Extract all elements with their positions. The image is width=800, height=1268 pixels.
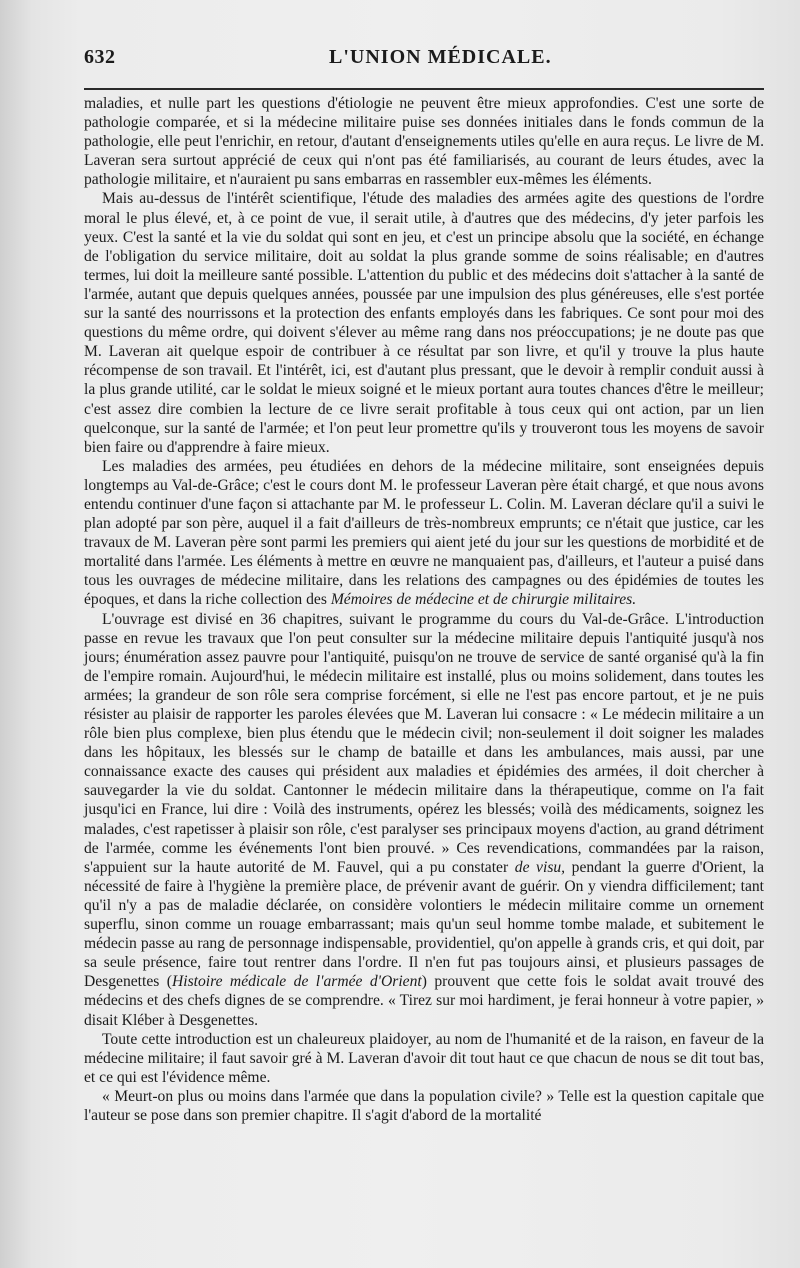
paragraph-3-text: Les maladies des armées, peu étudiées en dehors de la médecine militaire, sont enseignées depuis longtemps au Val-de-Grâce; c'est le cours dont M. le professeur Laveran père était chargé, et que nous avons entendu continuer d'une façon si attachante par M. le professeur L. Colin. M. Laveran déclare qu'il a suivi le plan adopté par son père, auquel il a fait d'ailleurs de très-nombreux emprunts; ce n'était que justice, car les travaux de M. Laveran père sont parmi les premiers qui aient jeté du jour sur les questions de morbidité et de mortalité dans l'armée. Les éléments à mettre en œuvre ne manquaient pas, d'ailleurs, et l'auteur a puisé dans tous les ouvrages de médecine militaire, dans les relations des campagnes ou des épidémies de toutes les époques, et dans la riche collection des (84, 457, 764, 609)
page-header (84, 46, 764, 78)
running-head: L'UNION MÉDICALE. (329, 46, 552, 68)
paragraph-5-text: Toute cette introduction est un chaleureux plaidoyer, au nom de l'humanité et de la raison, en faveur de la médecine militaire; il faut savoir gré à M. Laveran d'avoir dit tout haut ce que chacun de nous se dit tout bas, et ce qui est l'évidence même. (84, 1030, 764, 1086)
paragraph-6-text: « Meurt-on plus ou moins dans l'armée que dans la population civile? » Telle est la question capitale que l'auteur se pose dans son premier chapitre. Il s'agit d'abord de la mortalité (84, 1087, 764, 1124)
paragraph-4-italic-phrase: de visu, (514, 858, 566, 876)
paragraph-1-text: maladies, et nulle part les questions d'étiologie ne peuvent être mieux approfondies. C'est une sorte de pathologie comparée, et si la médecine militaire puise ses données initiales dans le fonds commun de la pathologie, elle peut l'enrichir, en retour, d'autant d'enseignements utiles qu'elle en aura reçus. Le livre de M. Laveran sera surtout apprécié de ceux qui n'ont pas été familiarisés, au courant de leurs études, avec la pathologie militaire, et n'auraient pu sans embarras en rassembler eux-mêmes les éléments. (84, 95, 764, 189)
paragraph-1 (84, 94, 764, 189)
paragraph-4-text-2: pendant la guerre d'Orient, la nécessité de faire à l'hygiène la première place, de prévenir avant de guérir. On y viendra difficilement; tant qu'il n'y a pas de maladie déclarée, on considère volontiers le médecin militaire comme un ornement superflu, sinon comme un rouage embarrassant; mais qu'un seul homme tombe malade, et subitement le médecin passe au rang de personnage indispensable, providentiel, qu'on appelle à grands cris, et qui doit, par sa seule présence, faire tout rentrer dans l'ordre. Il n'en fut pas toujours ainsi, et plusieurs passages de Desgenettes ( (84, 858, 765, 991)
paragraph-3-italic-title: Mémoires de médecine et de chirurgie militaires. (330, 591, 637, 609)
paragraph-3 (84, 457, 764, 610)
paragraph-6 (84, 1087, 764, 1125)
paragraph-2 (84, 189, 764, 456)
paragraph-2-text: Mais au-dessus de l'intérêt scientifique, l'étude des maladies des armées agite des questions de l'ordre moral le plus élevé, et, à ce point de vue, il serait utile, à d'autres que des médecins, d'y jeter parfois les yeux. C'est la santé et la vie du soldat qui sont en jeu, et c'est un principe absolu que la société, en échange de l'obligation du service militaire, doit au soldat la plus grande somme de soins réalisable; en d'autres termes, lui doit la meilleure santé possible. L'attention du public et des médecins doit s'attacher à la santé de l'armée, autant que depuis quelques années, poussée par une impulsion des plus généreuses, elle s'est portée sur la santé des nourrissons et la protection des enfants employés dans les fabriques. Ce sont pour moi des questions du même ordre, qui doivent s'élever au même rang dans nos préoccupations; je ne doute pas que M. Laveran ait quelque espoir de contribuer à ce résultat par son livre, et qu'il y trouve la plus haute récompense de son travail. Et l'intérêt, ici, est d'autant plus pressant, que le devoir à remplir conduit aussi à la plus grande utilité, car le soldat le mieux soigné et le mieux portant aura toutes chances d'être le meilleur; c'est assez dire combien la lecture de ce livre serait profitable à tous ceux qui ont action, par un lien quelconque, sur la santé de l'armée; et l'on peut leur promettre qu'ils y trouveront tous les moyens de savoir bien faire ou d'apprendre à faire mieux. (84, 190, 764, 456)
header-rule (84, 88, 764, 90)
show-through-shadow (0, 70, 80, 1260)
article-body (84, 94, 764, 1125)
paragraph-4-text: L'ouvrage est divisé en 36 chapitres, suivant le programme du cours du Val-de-Grâce. L'introduction passe en revue les travaux que l'on peut consulter sur la médecine militaire depuis l'antiquité jusqu'à nos jours; énumération assez pauvre pour l'antiquité, puisqu'on ne trouve de service de santé organisé qu'à la fin de l'empire romain. Aujourd'hui, le médecin militaire est installé, plus ou moins solidement, dans toutes les armées; la grandeur de son rôle sera comprise forcément, si elle ne l'est pas encore partout, et je ne puis résister au plaisir de rapporter les paroles élevées que M. Laveran lui consacre : « Le médecin militaire a un rôle bien plus complexe, bien plus étendu que le médecin civil; non-seulement il doit soigner les malades dans les hôpitaux, les blessés sur le champ de bataille et dans les ambulances, mais aussi, par une connaissance exacte des causes qui président aux maladies et épidémies des armées, il doit chercher à sauvegarder la vie du soldat. Cantonner le médecin militaire dans la thérapeutique, comme on l'a fait jusqu'ici en France, lui dire : Voilà des instruments, opérez les blessés; voilà des médicaments, soignez les malades, c'est rapetisser à plaisir son rôle, c'est paralyser ses principaux moyens d'action, au grand détriment de l'armée, comme les événements l'ont bien prouvé. » Ces revendications, commandées par la raison, s'appuient sur la haute autorité de M. Fauvel, qui a pu constater (84, 610, 764, 876)
paragraph-4-italic-title: Histoire médicale de l'armée d'Orient (171, 973, 422, 991)
page-number: 632 (84, 46, 116, 68)
paragraph-5 (84, 1030, 764, 1087)
paragraph-4-text-3: ) prouvent que cette fois le soldat avait trouvé des médecins et des chefs dignes de se comprendre. « Tirez sur moi hardiment, je ferai honneur à votre papier, » disait Kléber à Desgenettes. (84, 973, 764, 1029)
paragraph-4 (84, 610, 764, 1030)
